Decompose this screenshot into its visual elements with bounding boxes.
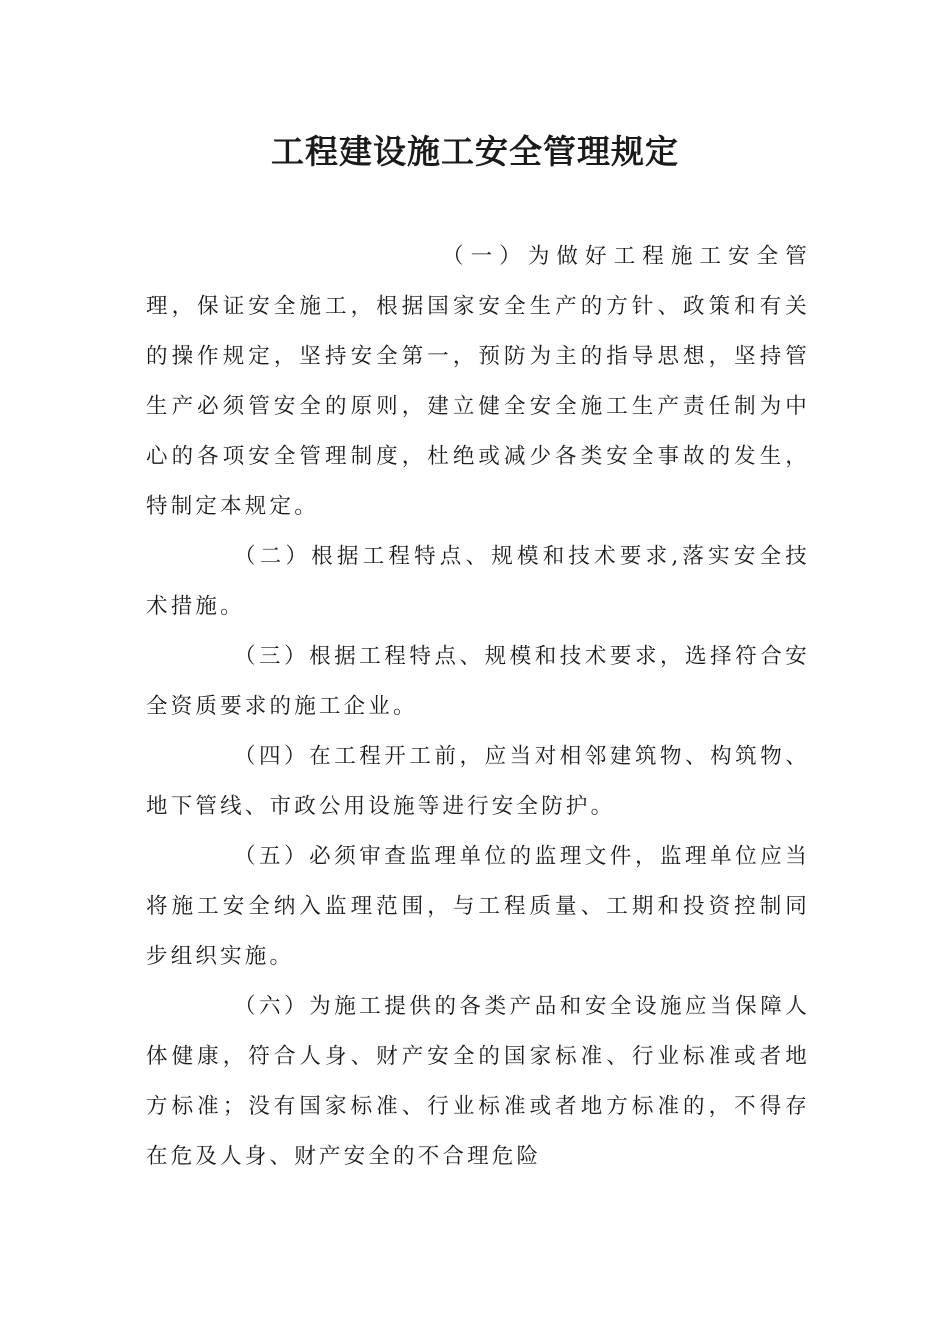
paragraph-4: （四）在工程开工前，应当对相邻建筑物、构筑物、地下管线、市政公用设施等进行安全防护。	[146, 744, 810, 819]
paragraph-2: （二）根据工程特点、规模和技术要求,落实安全技术措施。	[146, 544, 810, 619]
paragraph-6: （六）为施工提供的各类产品和安全设施应当保障人体健康，符合人身、财产安全的国家标准、行业标准或者地方标准；没有国家标准、行业标准或者地方标准的，不得存在危及人身、财产安全的不合理危险	[146, 994, 810, 1169]
paragraph-1: （一）为做好工程施工安全管理，保证安全施工，根据国家安全生产的方针、政策和有关的操作规定，坚持安全第一，预防为主的指导思想，坚持管生产必须管安全的原则，建立健全安全施工生产责任制为中心的各项安全管理制度，杜绝或减少各类安全事故的发生，特制定本规定。	[146, 244, 810, 519]
document-body	[146, 232, 810, 1182]
paragraph-3: （三）根据工程特点、规模和技术要求，选择符合安全资质要求的施工企业。	[146, 644, 810, 719]
document-title: 工程建设施工安全管理规定	[271, 132, 679, 171]
paragraph-5: （五）必须审查监理单位的监理文件，监理单位应当将施工安全纳入监理范围，与工程质量、工期和投资控制同步组织实施。	[146, 844, 810, 969]
